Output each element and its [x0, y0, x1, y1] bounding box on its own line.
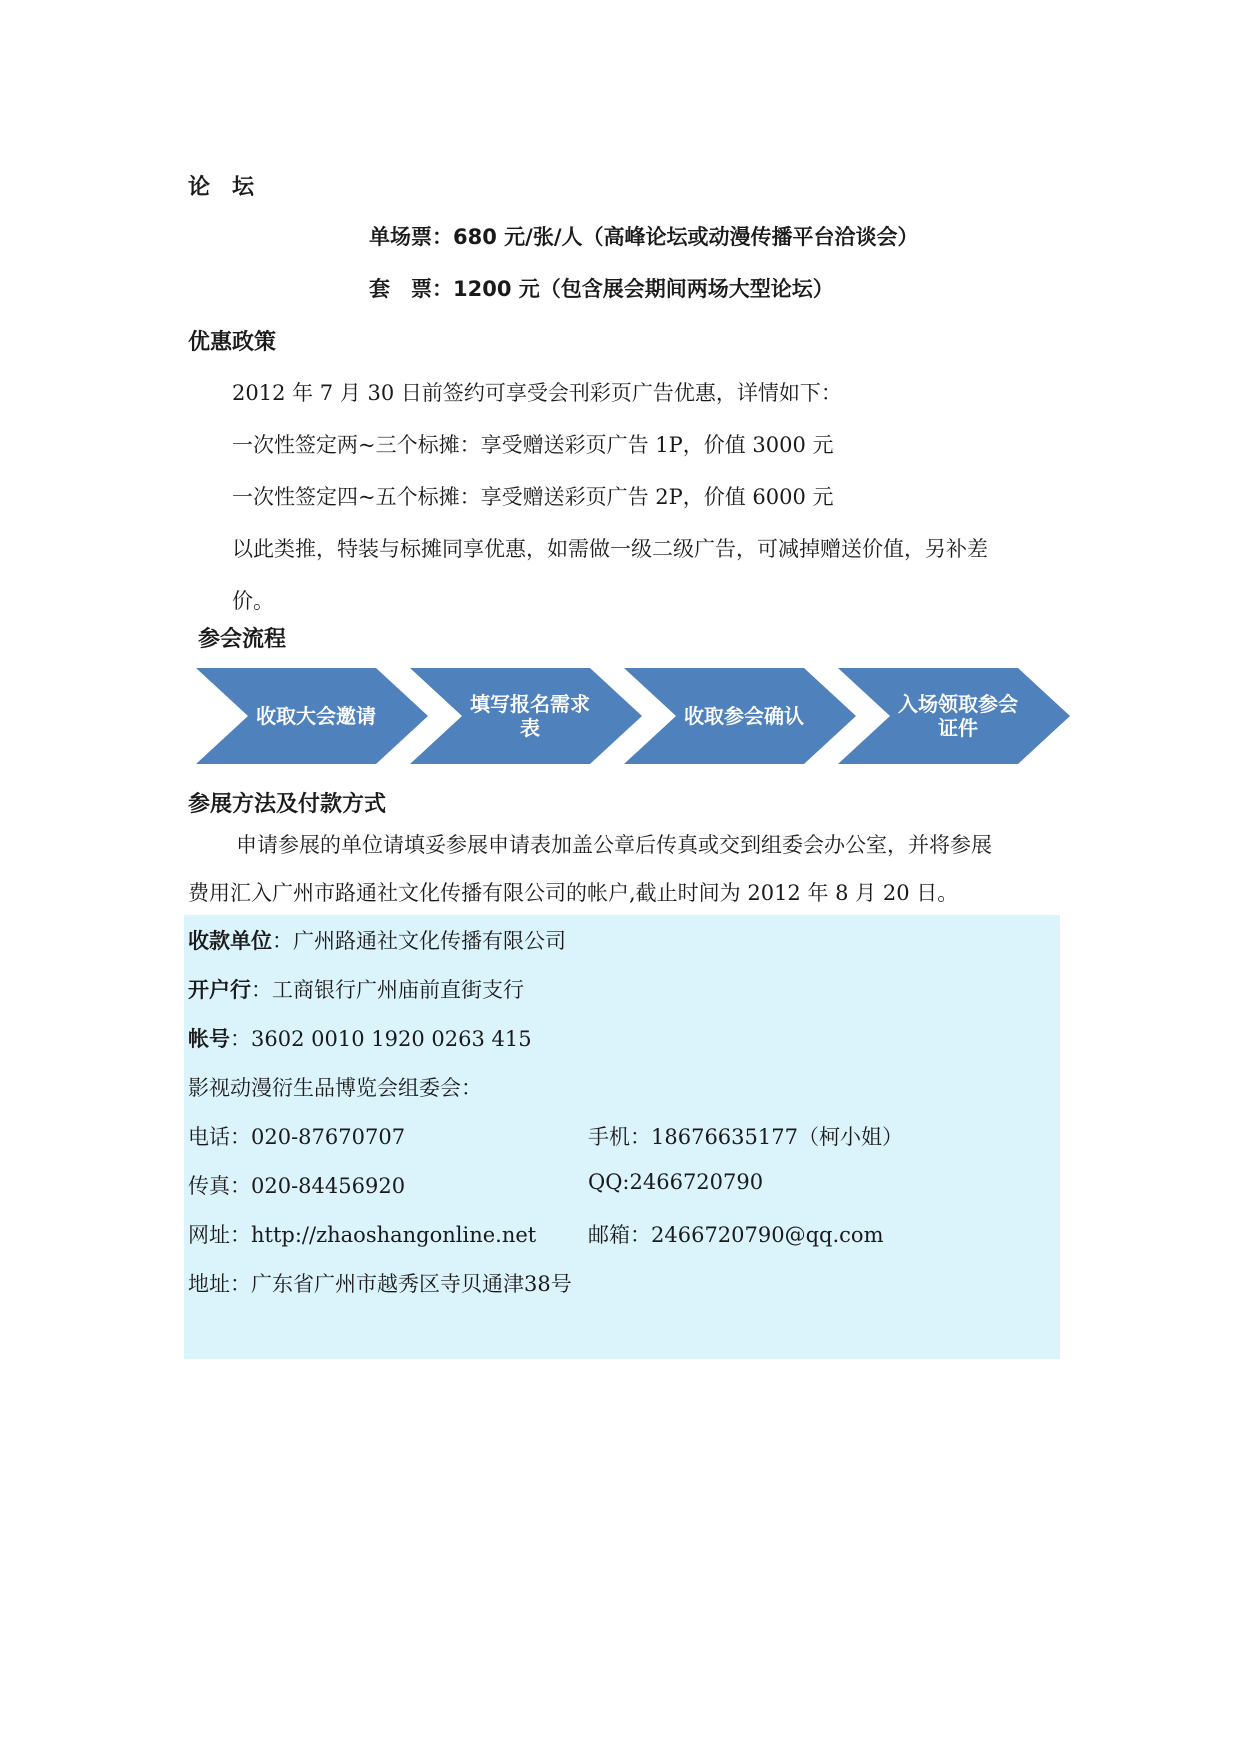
step-2-text-line2: 表 — [520, 716, 540, 740]
account-value: ：3602 0010 1920 0263 415 — [230, 1027, 532, 1051]
address: 地址：广东省广州市越秀区寺贝通津38号 — [188, 1272, 572, 1296]
payment-heading: 参展方法及付款方式 — [188, 792, 387, 817]
account-label: 帐号 — [188, 1027, 230, 1051]
step-3-text: 收取参会确认 — [684, 704, 804, 728]
discount-line: 价。 — [232, 589, 274, 613]
website-link[interactable]: 网址：http://zhaoshangonline.net — [188, 1223, 537, 1247]
organizer-name: 影视动漫衍生品博览会组委会： — [188, 1076, 482, 1100]
process-step-4 — [888, 668, 1028, 764]
step-4-text-line1: 入场领取参会 — [898, 692, 1018, 716]
step-1-text: 收取大会邀请 — [256, 704, 376, 728]
forum-heading: 论 坛 — [188, 175, 255, 200]
fax: 传真：020-84456920 — [188, 1174, 406, 1198]
payee-label: 收款单位 — [188, 929, 272, 953]
process-step-2 — [460, 668, 600, 764]
mobile: 手机：18676635177（柯小姐） — [588, 1125, 903, 1149]
payee-row — [188, 925, 566, 955]
payment-paragraph-line2: 费用汇入广州市路通社文化传播有限公司的帐户,截止时间为 2012 年 8 月 20 日。 — [188, 881, 959, 905]
bank-row — [188, 974, 524, 1004]
discount-heading: 优惠政策 — [188, 330, 277, 355]
payment-paragraph-line1: 申请参展的单位请填妥参展申请表加盖公章后传真或交到组委会办公室，并将参展 — [236, 833, 992, 857]
step-2-text-line1: 填写报名需求 — [470, 692, 590, 716]
discount-line: 一次性签定四~五个标摊：享受赠送彩页广告 2P，价值 6000 元 — [232, 485, 834, 509]
discount-line: 一次性签定两~三个标摊：享受赠送彩页广告 1P，价值 3000 元 — [232, 433, 834, 457]
discount-line: 以此类推，特装与标摊同享优惠，如需做一级二级广告，可减掉赠送价值，另补差 — [232, 537, 988, 561]
bank-label: 开户行 — [188, 978, 251, 1002]
bank-value: ：工商银行广州庙前直街支行 — [251, 978, 524, 1002]
email-link[interactable]: 邮箱：2466720790@qq.com — [588, 1223, 884, 1247]
phone: 电话：020-87670707 — [188, 1125, 406, 1149]
process-heading: 参会流程 — [198, 627, 287, 652]
process-flow — [196, 668, 1076, 764]
process-step-1 — [246, 668, 386, 764]
qq: QQ:2466720790 — [588, 1170, 764, 1194]
payee-value: ：广州路通社文化传播有限公司 — [272, 929, 566, 953]
discount-line: 2012 年 7 月 30 日前签约可享受会刊彩页广告优惠，详情如下： — [232, 381, 842, 405]
step-4-text-line2: 证件 — [938, 716, 978, 740]
single-ticket-price: 单场票：680 元/张/人（高峰论坛或动漫传播平台洽谈会） — [369, 225, 919, 249]
process-step-3 — [674, 668, 814, 764]
package-ticket-price: 套 票：1200 元（包含展会期间两场大型论坛） — [369, 277, 834, 301]
account-row — [188, 1023, 532, 1053]
